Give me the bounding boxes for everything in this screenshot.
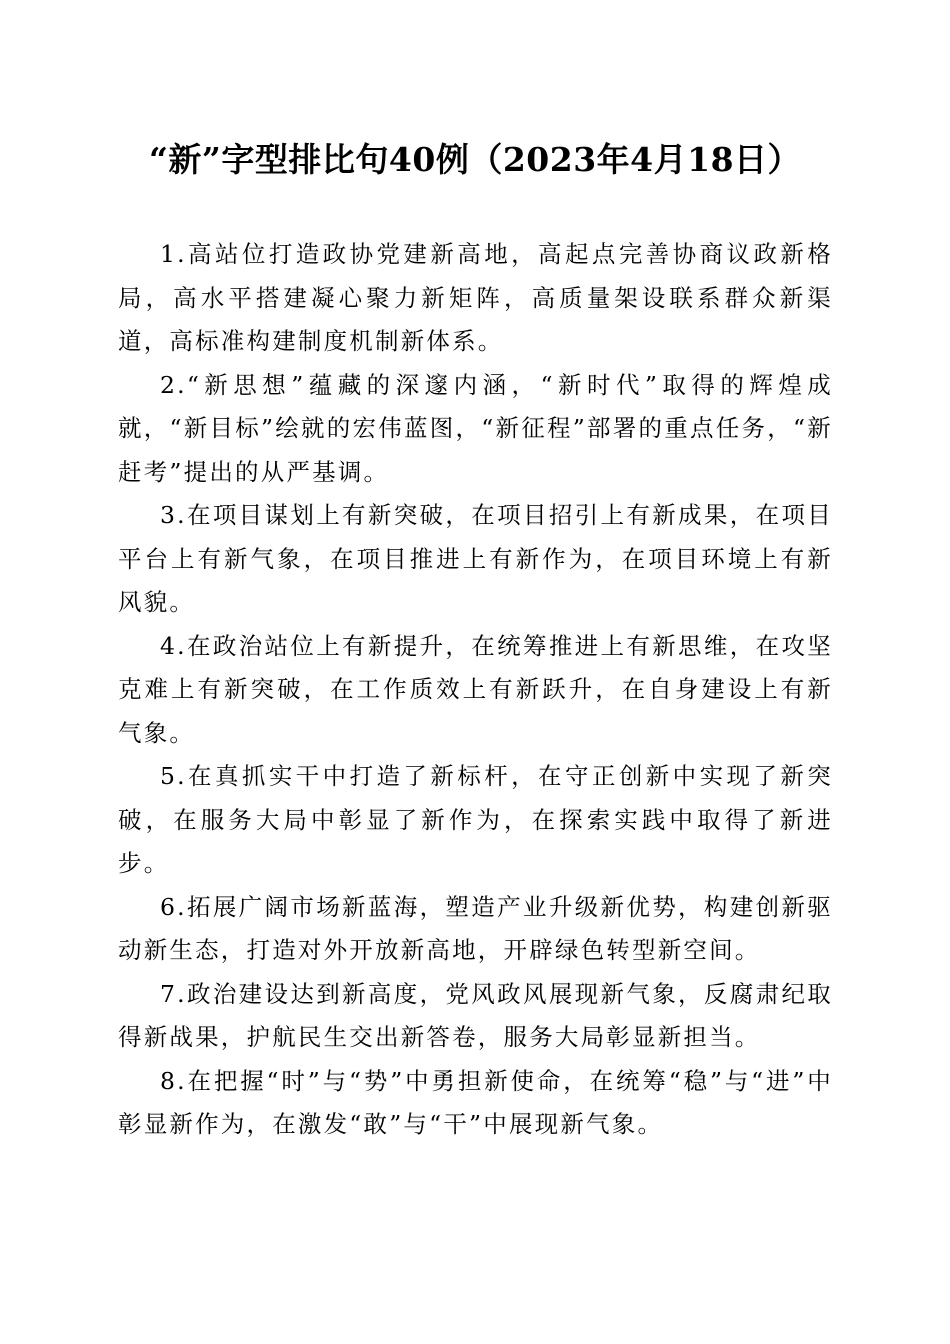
paragraph-5: 5.在真抓实干中打造了新标杆，在守正创新中实现了新突破，在服务大局中彰显了新作为，在探索实践中取得了新进步。 <box>118 762 833 877</box>
paragraph-1: 1.高站位打造政协党建新高地，高起点完善协商议政新格局，高水平搭建凝心聚力新矩阵，高质量架设联系群众新渠道，高标准构建制度机制新体系。 <box>118 240 833 355</box>
document-title: “新”字型排比句40例（2023年4月18日） <box>148 140 802 179</box>
paragraph-7: 7.政治建设达到新高度，党风政风展现新气象，反腐肃纪取得新战果，护航民生交出新答卷，服务大局彰显新担当。 <box>118 979 833 1051</box>
paragraph-8: 8.在把握“时”与“势”中勇担新使命，在统筹“稳”与“进”中彰显新作为，在激发“敢”与“干”中展现新气象。 <box>118 1066 833 1138</box>
paragraph-6: 6.拓展广阔市场新蓝海，塑造产业升级新优势，构建创新驱动新生态，打造对外开放新高地，开辟绿色转型新空间。 <box>118 892 833 964</box>
paragraph-3: 3.在项目谋划上有新突破，在项目招引上有新成果，在项目平台上有新气象，在项目推进上有新作为，在项目环境上有新风貌。 <box>118 501 833 616</box>
paragraph-4: 4.在政治站位上有新提升，在统筹推进上有新思维，在攻坚克难上有新突破，在工作质效上有新跃升，在自身建设上有新气象。 <box>118 631 833 747</box>
document-body <box>118 233 833 1147</box>
paragraph-2: 2.“新思想”蕴藏的深邃内涵，“新时代”取得的辉煌成就，“新目标”绘就的宏伟蓝图，“新征程”部署的重点任务，“新赶考”提出的从严基调。 <box>118 370 833 486</box>
